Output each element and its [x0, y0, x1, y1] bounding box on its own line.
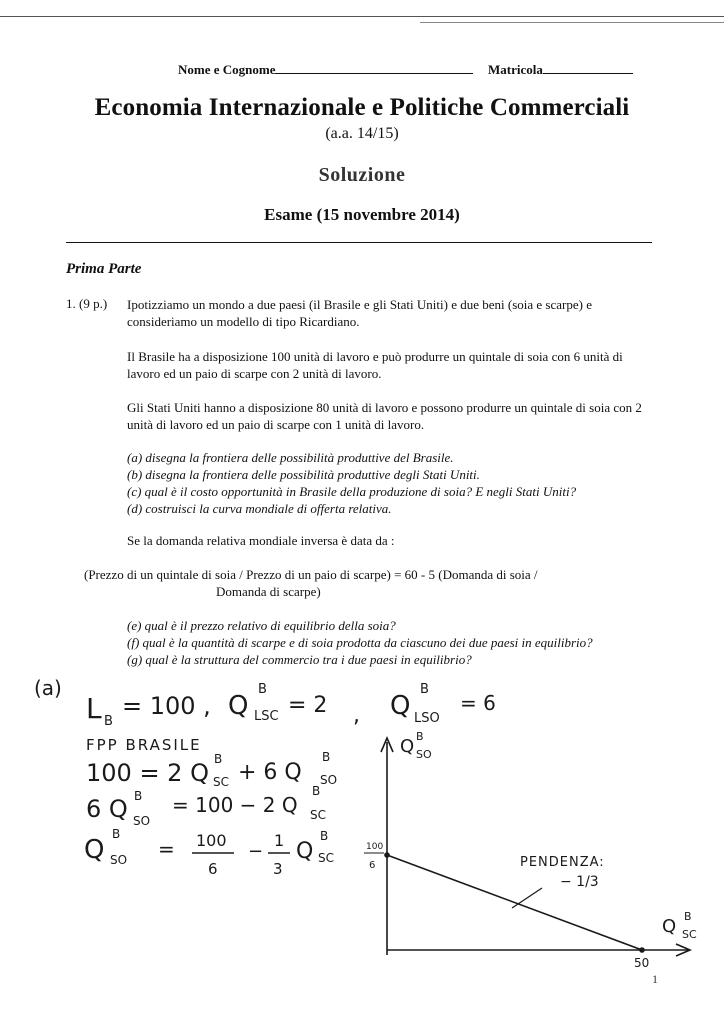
- hw-eq3-sup: B: [112, 827, 121, 841]
- hw-qsc-sup: B: [258, 682, 267, 697]
- hw-eq3-den2: 3: [273, 860, 283, 878]
- hw-lb-sub: B: [104, 714, 113, 729]
- graph-slope-label: PENDENZA:: [520, 855, 605, 870]
- graph-slope-pointer: [512, 888, 542, 908]
- hw-qso-sup: B: [420, 682, 429, 697]
- graph-x-label-sub: SC: [682, 928, 697, 941]
- formula-line2: Domanda di scarpe): [216, 584, 321, 599]
- hw-eq2-lhs: 6 Q: [86, 795, 128, 823]
- graph-y-label-sup: B: [416, 730, 424, 743]
- hw-eq1-sub1: SC: [213, 775, 229, 789]
- hw-eq1-lhs: 100 = 2 Q: [86, 759, 209, 787]
- hw-eq3-sub2: SC: [318, 851, 334, 865]
- hw-comma: ,: [353, 703, 360, 728]
- hw-eq3-q2: Q: [296, 839, 314, 864]
- hw-qso-sub: LSO: [414, 711, 440, 726]
- hw-eq3-q: Q: [84, 835, 105, 865]
- section-title: Prima Parte: [66, 261, 142, 277]
- hw-eq3-minus: −: [248, 841, 264, 862]
- hw-eq2-sub2: SC: [310, 808, 326, 822]
- hw-eq3-num2: 1: [274, 831, 285, 850]
- hw-eq3-eq: =: [158, 837, 175, 861]
- graph-y-label-q: Q: [400, 736, 415, 757]
- brazil-paragraph: Il Brasile ha a disposizione 100 unità di lavoro e può produrre un quintale di soia con 6 unità di lavoro ed un paio di scarpe con 2 unità di lavoro.: [127, 349, 623, 381]
- hw-eq1-sup1: B: [214, 752, 223, 766]
- hw-qsc-val: = 2: [288, 693, 328, 718]
- question-number: 1. (9 p.): [66, 296, 108, 311]
- academic-year: (a.a. 14/15): [325, 125, 399, 142]
- hw-eq1-sub2: SO: [320, 773, 338, 787]
- matricola-label: Matricola: [487, 62, 543, 77]
- page-number: 1: [652, 972, 658, 986]
- hw-lb: L: [86, 692, 102, 725]
- hw-eq3-sub: SO: [110, 853, 128, 867]
- graph-y-intercept-num: 100: [366, 842, 384, 852]
- graph-x-label-q: Q: [662, 916, 677, 937]
- question-intro: Ipotizziamo un mondo a due paesi (il Brasile e gli Stati Uniti) e due beni (soia e scarpe) e consideriamo un modello di tipo Ricardiano.: [127, 297, 592, 329]
- graph-y-label-sub: SO: [416, 748, 432, 761]
- hw-eq3-den1: 6: [208, 860, 218, 878]
- name-label: Nome e Cognome: [178, 62, 276, 77]
- task-item: (f) qual è la quantità di scarpe e di soia prodotta da ciascuno dei due paesi in equilibrio?: [127, 635, 593, 650]
- hw-lb-val: = 100 ,: [122, 692, 211, 720]
- task-item: (c) qual è il costo opportunità in Brasile della produzione di soia? E negli Stati Uniti?: [127, 484, 577, 499]
- hw-eq2-sub1: SO: [133, 814, 151, 828]
- solution-label: Soluzione: [318, 164, 406, 186]
- hw-eq3-sup2: B: [320, 829, 329, 843]
- hw-qso-val: = 6: [460, 691, 496, 715]
- hw-eq2-sup2: B: [312, 784, 321, 798]
- hw-eq2-sup1: B: [134, 789, 143, 803]
- course-title: Economia Internazionale e Politiche Commerciali: [94, 94, 630, 121]
- hw-eq2-rhs: = 100 − 2 Q: [172, 793, 298, 817]
- task-item: (a) disegna la frontiera delle possibilità produttive del Brasile.: [127, 450, 454, 465]
- usa-paragraph: Gli Stati Uniti hanno a disposizione 80 unità di lavoro e possono produrre un quintale di soia con 2 unità di lavoro ed un paio di scarpe con 1 unità di lavoro.: [127, 400, 642, 432]
- graph-y-intercept-den: 6: [369, 860, 376, 871]
- graph-x-intercept: 50: [634, 956, 650, 970]
- hw-qso: Q: [390, 691, 411, 721]
- hw-label-a: (a): [34, 676, 62, 700]
- task-item: (e) qual è il prezzo relativo di equilibrio della soia?: [127, 618, 396, 633]
- hw-qsc-sub: LSC: [254, 709, 279, 724]
- fpp-y-intercept-point: [384, 852, 390, 858]
- hw-eq1-sup2: B: [322, 750, 331, 764]
- hw-qsc: Q: [228, 691, 249, 721]
- task-item: (g) qual è la struttura del commercio tra i due paesi in equilibrio?: [127, 652, 472, 667]
- graph-slope-value: − 1/3: [560, 874, 599, 890]
- demand-intro: Se la domanda relativa mondiale inversa è data da :: [127, 533, 395, 548]
- fpp-x-intercept-point: [639, 947, 645, 953]
- formula-line1: (Prezzo di un quintale di soia / Prezzo di un paio di scarpe) = 60 - 5 (Domanda di soia /: [84, 567, 538, 582]
- graph-x-label-sup: B: [684, 910, 692, 923]
- exam-title: Esame (15 novembre 2014): [264, 205, 460, 224]
- task-item: (b) disegna la frontiera delle possibilità produttive degli Stati Uniti.: [127, 467, 480, 482]
- task-item: (d) costruisci la curva mondiale di offerta relativa.: [127, 501, 392, 516]
- hw-eq1-mid: + 6 Q: [238, 760, 302, 785]
- hw-eq3-num1: 100: [196, 831, 227, 850]
- hw-fpp-title: FPP BRASILE: [86, 736, 202, 754]
